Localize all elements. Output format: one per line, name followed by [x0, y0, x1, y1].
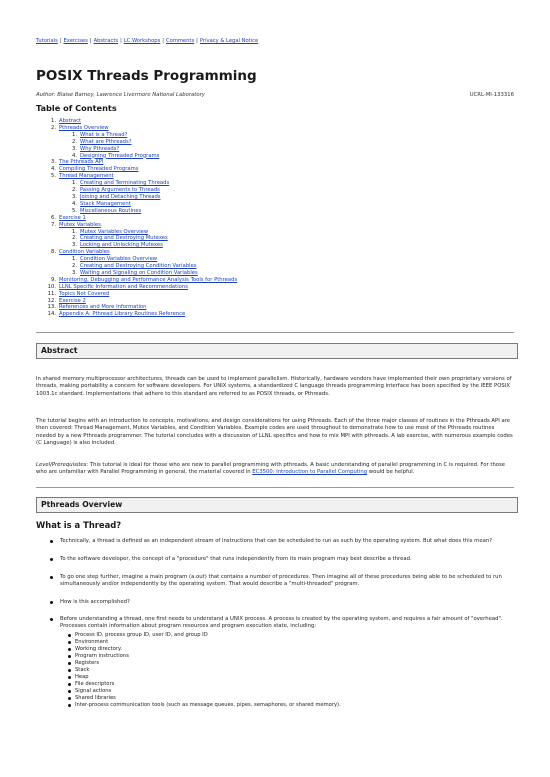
divider: [36, 487, 514, 488]
toc-number: 1.: [71, 131, 77, 138]
toc-item: [36, 298, 237, 305]
nav-separator: |: [196, 38, 198, 44]
toc-link[interactable]: Mutex Variables: [59, 221, 101, 228]
toc-subitem: [36, 242, 237, 249]
bullet-icon: [68, 676, 71, 679]
toc-sublink[interactable]: Joining and Detaching Threads: [80, 193, 161, 200]
top-navigation: [36, 38, 258, 44]
bullet-icon: [68, 641, 71, 644]
toc-link[interactable]: References and More Information: [59, 304, 147, 311]
bullet-icon: [50, 601, 53, 604]
toc-link[interactable]: Compiling Threaded Programs: [59, 166, 139, 173]
nav-link-abstracts[interactable]: Abstracts: [93, 38, 119, 44]
toc-item: [36, 215, 237, 222]
process-info-item: Working directory.: [68, 646, 341, 653]
toc-sublink[interactable]: Passing Arguments to Threads: [80, 187, 160, 194]
bullet-icon: [50, 618, 53, 621]
toc-item: [36, 277, 237, 284]
list-item: Technically, a thread is defined as an independent stream of instructions that can be scheduled to run as such by the operating system. But what does this mean?: [50, 538, 512, 545]
document-id: UCRL-MI-133316: [469, 92, 514, 98]
toc-link[interactable]: Condition Variables: [59, 249, 110, 256]
nav-separator: |: [162, 38, 165, 44]
toc-sublink[interactable]: Creating and Destroying Mutexes: [80, 235, 168, 242]
toc-link[interactable]: Abstract: [59, 118, 82, 124]
toc-number: 2.: [50, 124, 56, 131]
process-info-list: [68, 632, 341, 709]
toc-subitem: [36, 235, 237, 242]
bullet-icon: [68, 634, 71, 637]
toc-sublink[interactable]: Why Pthreads?: [80, 145, 120, 152]
list-item: To the software developer, the concept of a "procedure" that runs independently from its main program may best describe a thread.: [50, 556, 512, 563]
toc-sublink[interactable]: Waiting and Signaling on Condition Variables: [80, 269, 198, 276]
toc-number: 4.: [71, 200, 77, 207]
toc-number: 2.: [71, 187, 77, 194]
toc-link[interactable]: Thread Management: [59, 173, 114, 180]
toc-subitem: [36, 180, 237, 187]
toc-number: 3.: [71, 269, 77, 276]
bullet-icon: [68, 662, 71, 665]
toc-subitem: [36, 194, 237, 201]
toc-item: [36, 159, 237, 166]
abstract-paragraph-2: The tutorial begins with an introduction to concepts, motivations, and design considerations for using Pthreads. Each of the three major classes of routines in the Pthreads API are then covered: Thread Management, Mutex Variables, and Condition Variables. Example codes are used throughout to demonstrate how to use most of the Pthreads routines needed by a new Pthreads programmer. The tutorial concludes with a discussion of LLNL specifics and how to mix MPI with pthreads. A lab exercise, with numerous example codes (C Language) is also included.: [36, 418, 513, 447]
toc-subitem: [36, 201, 237, 208]
toc-number: 7.: [50, 221, 56, 228]
toc-item: [36, 249, 237, 256]
toc-link[interactable]: Monitoring, Debugging and Performance Analysis Tools for Pthreads: [59, 276, 238, 283]
author-line: [36, 92, 514, 98]
nav-link-comments[interactable]: Comments: [166, 38, 195, 44]
toc-link[interactable]: Exercise 1: [59, 214, 86, 221]
toc-number: 9.: [50, 276, 56, 283]
process-info-item: File descriptors: [68, 681, 341, 688]
toc-number: 5.: [71, 207, 77, 214]
toc-number: 4.: [71, 152, 77, 159]
toc-link[interactable]: LLNL Specific Information and Recommendations: [59, 283, 188, 290]
process-info-item: Process ID, process group ID, user ID, and group ID: [68, 632, 341, 639]
toc-subitem: [36, 229, 237, 236]
overview-heading: Pthreads Overview: [41, 500, 123, 509]
toc-number: 1.: [71, 228, 77, 235]
toc-number: 2.: [71, 235, 77, 242]
bullet-icon: [50, 558, 53, 561]
toc-number: 2.: [71, 263, 77, 270]
bullet-icon: [68, 669, 71, 672]
process-info-item: Registers: [68, 660, 341, 667]
toc-sublink[interactable]: Condition Variables Overview: [80, 256, 158, 263]
toc-subitem: [36, 132, 237, 139]
toc-item: [36, 284, 237, 291]
toc-number: 5.: [50, 173, 56, 180]
toc-sublink[interactable]: Locking and Unlocking Mutexes: [80, 242, 163, 249]
toc-number: 8.: [50, 249, 56, 256]
toc-heading: Table of Contents: [36, 103, 117, 113]
divider: [36, 332, 514, 333]
toc-subitem: [36, 187, 237, 194]
nav-link-exercises[interactable]: Exercises: [63, 38, 88, 44]
overview-heading-box: [36, 497, 518, 513]
toc-item: [36, 291, 237, 298]
toc-number: 6.: [50, 214, 56, 221]
toc-subitem: [36, 263, 237, 270]
toc-link[interactable]: Pthreads Overview: [59, 124, 109, 131]
toc-number: 4.: [50, 166, 56, 173]
toc-subitem: [36, 256, 237, 263]
toc-link[interactable]: The Pthreads API: [59, 159, 104, 166]
toc-sublink[interactable]: Mutex Variables Overview: [80, 228, 149, 235]
nav-separator: |: [89, 38, 92, 44]
prerequisites-text: This tutorial is ideal for those who are new to parallel programming with pthreads. A basic understanding of parallel programming in C is required. For those who are unfamiliar with Parallel Programming in general, the material covered in: [36, 462, 506, 476]
toc-subitem: [36, 153, 237, 160]
toc-link[interactable]: Exercise 2: [59, 297, 86, 304]
toc-number: 1.: [71, 180, 77, 187]
toc-number: 14.: [47, 311, 56, 318]
toc-subitem: [36, 270, 237, 277]
toc-item: [36, 125, 237, 132]
toc-number: 1.: [50, 118, 56, 124]
bullet-icon: [68, 697, 71, 700]
process-info-item: Program instructions: [68, 653, 341, 660]
process-info-item: Environment: [68, 639, 341, 646]
toc-number: 13.: [47, 304, 56, 311]
process-info-item: Signal actions: [68, 688, 341, 695]
toc-sublink[interactable]: What is a Thread?: [80, 131, 128, 138]
prerequisites-end: would be helpful.: [367, 469, 415, 476]
nav-link-privacy-legal[interactable]: Privacy & Legal Notice: [199, 38, 259, 44]
toc-item: [36, 166, 237, 173]
list-item: Before understanding a thread, one first needs to understand a UNIX process. A process is created by the operating system, and requires a fair amount of "overhead". Processes contain information about program resources and program execution state, including:: [50, 616, 512, 631]
toc-link[interactable]: Topics Not Covered: [59, 290, 110, 297]
bullet-icon: [68, 683, 71, 686]
nav-link-lc-workshops[interactable]: LC Workshops: [123, 38, 161, 44]
toc-subitem: [36, 139, 237, 146]
toc-sublink[interactable]: Creating and Destroying Condition Variables: [80, 263, 197, 270]
page-title: POSIX Threads Programming: [36, 68, 257, 84]
toc-item: [36, 222, 237, 229]
toc-number: 1.: [71, 256, 77, 263]
author: Author: Blaise Barney, Lawrence Livermore National Laboratory: [36, 92, 205, 98]
bullet-icon: [68, 648, 71, 651]
toc-number: 3.: [71, 145, 77, 152]
prerequisites-label: Level/Prerequisites:: [36, 462, 89, 468]
nav-separator: |: [59, 38, 62, 44]
toc-number: 3.: [71, 242, 77, 249]
toc-number: 11.: [47, 290, 56, 297]
toc-subitem: [36, 208, 237, 215]
list-item: To go one step further, imagine a main program (a.out) that contains a number of procedures. Then imagine all of these procedures being able to be scheduled to run simultaneously and/or independently by the operating system. That would describe a "multi-threaded" program.: [50, 574, 512, 589]
toc-subitem: [36, 146, 237, 153]
process-info-item: Shared libraries: [68, 695, 341, 702]
toc-item: [36, 173, 237, 180]
bullet-icon: [50, 576, 53, 579]
abstract-paragraph-3: [36, 462, 514, 477]
ec3500-link[interactable]: EC3500: Introduction to Parallel Computing: [252, 469, 368, 476]
toc-sublink[interactable]: Miscellaneous Routines: [80, 207, 142, 214]
nav-separator: |: [120, 38, 122, 44]
toc-number: 3.: [50, 159, 56, 166]
nav-link-tutorials[interactable]: Tutorials: [36, 38, 58, 44]
table-of-contents: [36, 118, 237, 318]
process-info-item: Stack: [68, 667, 341, 674]
abstract-heading: Abstract: [41, 346, 78, 355]
bullet-icon: [68, 704, 71, 707]
bullet-icon: [50, 540, 53, 543]
toc-item: [36, 118, 237, 125]
what-is-thread-heading: What is a Thread?: [36, 520, 122, 530]
abstract-paragraph-1: In shared memory multiprocessor architectures, threads can be used to implement parallelism. Historically, hardware vendors have implemented their own proprietary versions of threads, making portability a concern for software developers. For UNIX systems, a standardized C language threads programming interface has been specified by the IEEE POSIX 1003.1c standard. Implementations that adhere to this standard are referred to as POSIX threads, or Pthreads.: [36, 376, 512, 397]
toc-number: 10.: [47, 283, 56, 290]
bullet-icon: [68, 690, 71, 693]
process-info-item: Inter-process communication tools (such as message queues, pipes, semaphores, or shared memory).: [68, 702, 341, 709]
abstract-heading-box: [36, 343, 518, 359]
toc-item: [36, 304, 237, 311]
toc-sublink[interactable]: Creating and Terminating Threads: [80, 180, 170, 187]
list-item: How is this accomplished?: [50, 599, 512, 606]
bullet-icon: [68, 655, 71, 658]
toc-number: 12.: [47, 297, 56, 304]
toc-link[interactable]: Appendix A: Pthread Library Routines Reference: [59, 311, 186, 318]
toc-sublink[interactable]: Stack Management: [80, 200, 131, 207]
toc-sublink[interactable]: Designing Threaded Programs: [80, 152, 160, 159]
toc-number: 2.: [71, 138, 77, 145]
toc-sublink[interactable]: What are Pthreads?: [80, 138, 132, 145]
toc-number: 3.: [71, 193, 77, 200]
process-info-item: Heap: [68, 674, 341, 681]
toc-item: [36, 311, 237, 318]
